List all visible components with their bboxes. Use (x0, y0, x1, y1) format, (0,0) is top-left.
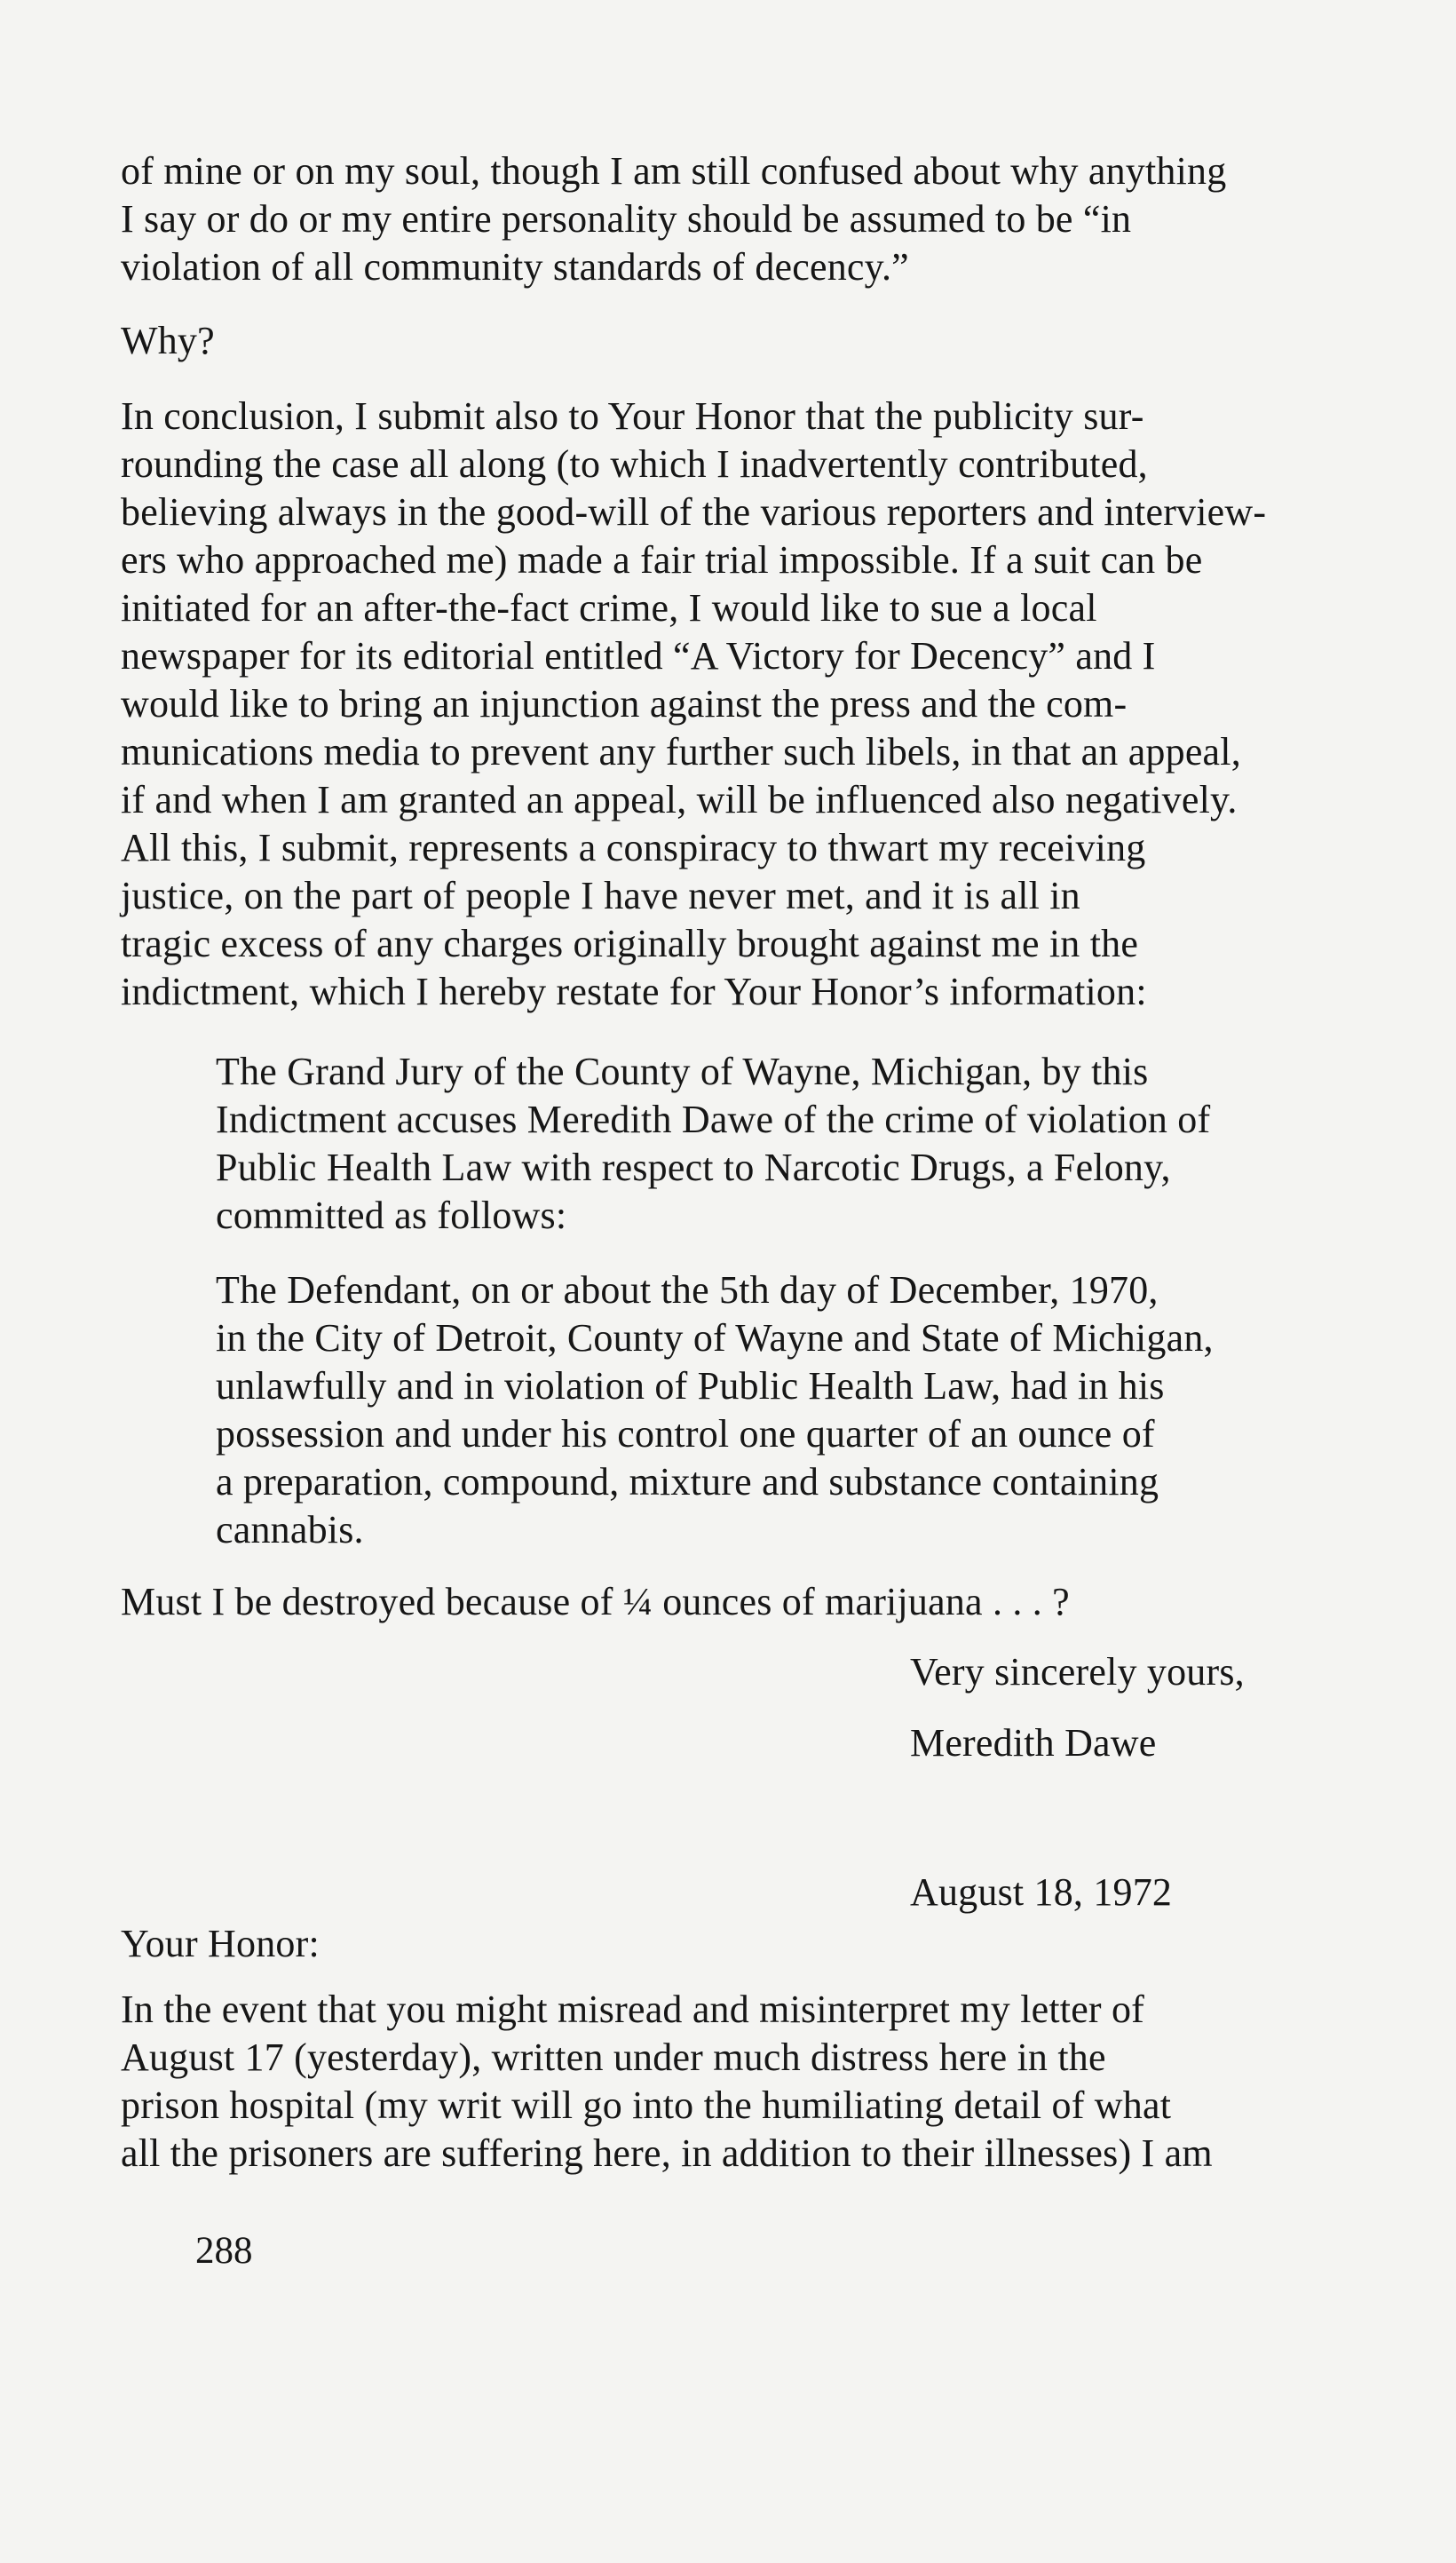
text-line: In the event that you might misread and misinterpret my letter of (121, 1988, 1145, 2031)
text-line: In conclusion, I submit also to Your Honor that the publicity sur- (121, 394, 1144, 438)
quote-line: a preparation, compound, mixture and substance containing (216, 1460, 1159, 1504)
question-line: Must I be destroyed because of ¼ ounces of marijuana . . . ? (121, 1580, 1070, 1623)
text-line: all the prisoners are suffering here, in addition to their illnesses) I am (121, 2131, 1213, 2175)
text-line: I say or do or my entire personality should be assumed to be “in (121, 197, 1132, 241)
text-line: initiated for an after-the-fact crime, I would like to sue a local (121, 586, 1097, 630)
text-line: would like to bring an injunction against the press and the com- (121, 682, 1128, 726)
text-line: rounding the case all along (to which I inadvertently contributed, (121, 442, 1148, 486)
quote-line: The Grand Jury of the County of Wayne, Michigan, by this (216, 1050, 1149, 1093)
quote-line: in the City of Detroit, County of Wayne and State of Michigan, (216, 1316, 1214, 1360)
text-line: if and when I am granted an appeal, will be influenced also negatively. (121, 778, 1238, 821)
text-line: indictment, which I hereby restate for Your Honor’s information: (121, 970, 1147, 1013)
text-line: August 17 (yesterday), written under much distress here in the (121, 2035, 1106, 2079)
salutation: Your Honor: (121, 1922, 320, 1965)
text-line: prison hospital (my writ will go into the humiliating detail of what (121, 2083, 1172, 2127)
quote-line: Indictment accuses Meredith Dawe of the crime of violation of (216, 1098, 1211, 1141)
quote-line: possession and under his control one quarter of an ounce of (216, 1412, 1155, 1456)
text-line: tragic excess of any charges originally brought against me in the (121, 922, 1139, 965)
text-line: All this, I submit, represents a conspiracy to thwart my receiving (121, 826, 1146, 869)
quote-line: The Defendant, on or about the 5th day of December, 1970, (216, 1268, 1159, 1312)
signature: Meredith Dawe (910, 1721, 1157, 1765)
text-line: munications media to prevent any further such libels, in that an appeal, (121, 730, 1241, 774)
page-number: 288 (195, 2230, 253, 2272)
quote-line: unlawfully and in violation of Public Health Law, had in his (216, 1364, 1165, 1408)
text-line: ers who approached me) made a fair trial impossible. If a suit can be (121, 538, 1203, 582)
text-line: violation of all community standards of decency.” (121, 245, 909, 289)
text-line: of mine or on my soul, though I am still confused about why anything (121, 149, 1227, 193)
quote-line: committed as follows: (216, 1194, 567, 1237)
letter-date: August 18, 1972 (910, 1870, 1173, 1914)
text-line: believing always in the good-will of the various reporters and interview- (121, 490, 1267, 534)
quote-line: cannabis. (216, 1508, 364, 1551)
quote-line: Public Health Law with respect to Narcotic Drugs, a Felony, (216, 1146, 1171, 1189)
why-line: Why? (121, 319, 215, 362)
closing: Very sincerely yours, (910, 1650, 1245, 1694)
text-line: justice, on the part of people I have never met, and it is all in (121, 874, 1080, 917)
text-line: newspaper for its editorial entitled “A Victory for Decency” and I (121, 634, 1156, 678)
